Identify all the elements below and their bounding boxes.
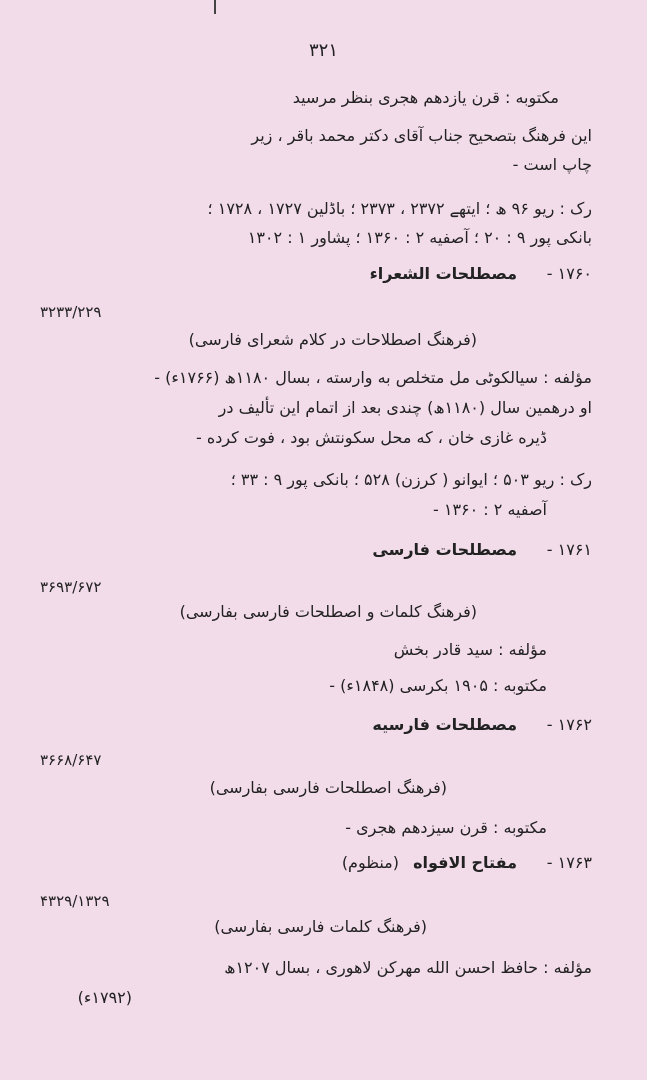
- entry-reference: ۳۲۳۳/۲۲۹: [40, 303, 102, 321]
- text-line: چاپ است -: [512, 155, 592, 174]
- text-line: رک : ریو ۵۰۳ ؛ ایوانو ( کرزن) ۵۲۸ ؛ بانکی پور ۹ : ۳۳ ؛: [230, 470, 592, 489]
- text-line: آصفیه ۲ : ۱۳۶۰ -: [432, 500, 547, 519]
- entry-title: مصطلحات فارسی: [372, 540, 517, 559]
- entry-number: ۱۷۶۳ -: [546, 853, 592, 872]
- entry-number: ۱۷۶۰ -: [546, 264, 592, 283]
- text-line: این فرهنگ بتصحیح جناب آقای دکتر محمد باقر ، زیر: [251, 126, 592, 145]
- text-line: مکتوبه : قرن سیزدهم هجری -: [345, 818, 547, 837]
- text-line: او درهمین سال (۱۱۸۰ھ) چندی بعد از اتمام این تألیف در: [218, 398, 592, 417]
- entry-description: (فرهنگ کلمات فارسی بفارسی): [214, 917, 427, 936]
- entry-subtitle: (منظوم): [341, 853, 399, 872]
- entry-title: مصطلحات فارسیه: [372, 715, 517, 734]
- page-number: ۳۲۱: [308, 40, 338, 61]
- text-line: مکتوبه : ۱۹۰۵ بکرسی (۱۸۴۸ء) -: [329, 676, 547, 695]
- text-line: (۱۷۹۲ء): [77, 988, 132, 1007]
- entry-number: ۱۷۶۲ -: [546, 715, 592, 734]
- text-line: مؤلفه : سید قادر بخش: [393, 640, 547, 659]
- binding-mark: [214, 0, 216, 14]
- text-line: مؤلفه : سیالکوٹی مل متخلص به وارسته ، بسال ۱۱۸۰ھ (۱۷۶۶ء) -: [154, 368, 592, 387]
- entry-number: ۱۷۶۱ -: [546, 540, 592, 559]
- text-line: ڈیره غازی خان ، که محل سکونتش بود ، فوت کرده -: [195, 428, 547, 447]
- entry-title: مفتاح الافواه: [413, 853, 517, 872]
- entry-reference: ۳۶۶۸/۶۴۷: [40, 751, 102, 769]
- entry-reference: ۳۶۹۳/۶۷۲: [40, 578, 102, 596]
- entry-title: مصطلحات الشعراء: [369, 264, 517, 283]
- text-line: مؤلفه : حافظ احسن الله مهرکن لاهوری ، بسال ۱۲۰۷ھ: [224, 958, 592, 977]
- text-line: رک : ریو ۹۶ ھ ؛ ایتھے ۲۳۷۲ ، ۲۳۷۳ ؛ باڈلین ۱۷۲۷ ، ۱۷۲۸ ؛: [207, 199, 592, 218]
- text-line: بانکی پور ۹ : ۲۰ ؛ آصفیه ۲ : ۱۳۶۰ ؛ پشاور ۱ : ۱۳۰۲: [247, 228, 592, 247]
- entry-description: (فرهنگ اصطلحات فارسی بفارسی): [209, 778, 447, 797]
- entry-description: (فرهنگ کلمات و اصطلحات فارسی بفارسی): [179, 602, 477, 621]
- entry-reference: ۴۳۲۹/۱۳۲۹: [40, 892, 110, 910]
- entry-description: (فرهنگ اصطلاحات در کلام شعرای فارسی): [188, 330, 477, 349]
- text-line: مکتوبه : قرن یازدهم هجری بنظر مرسید: [292, 88, 559, 107]
